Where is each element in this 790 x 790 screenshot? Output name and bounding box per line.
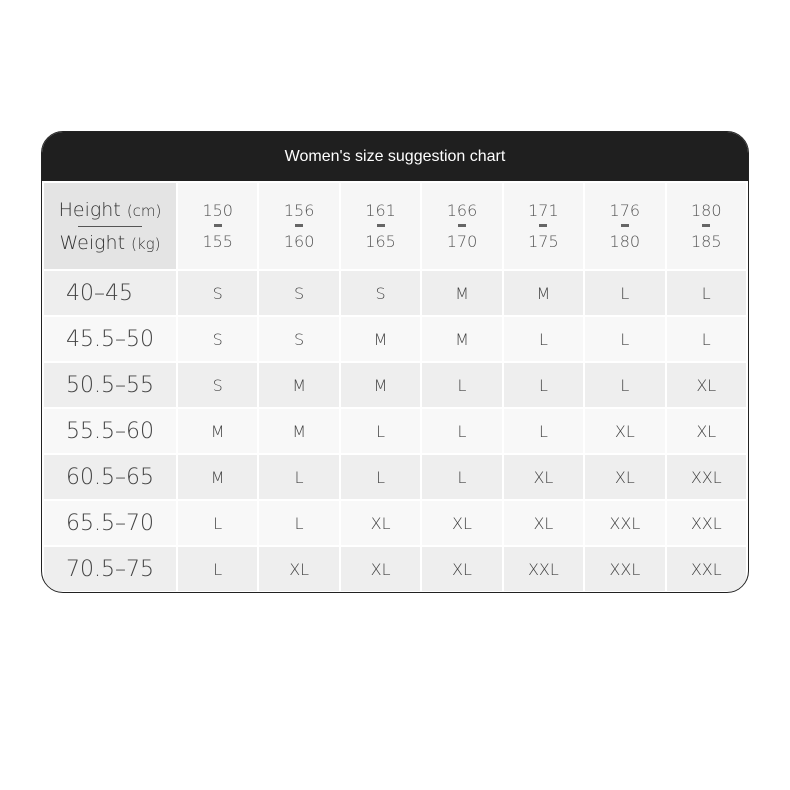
size-cell: L <box>259 501 338 545</box>
size-cell: L <box>585 271 664 315</box>
size-cell: S <box>341 271 420 315</box>
size-cell: XL <box>504 455 583 499</box>
weight-range-label: 45.5–50 <box>44 317 176 361</box>
height-range-start: 180 <box>690 201 722 220</box>
table-row <box>44 409 746 453</box>
height-range-end: 160 <box>283 232 315 251</box>
size-cell: XL <box>422 547 501 591</box>
height-column-header <box>585 183 664 269</box>
size-cell: L <box>504 317 583 361</box>
size-cell: L <box>178 547 257 591</box>
size-cell: M <box>422 317 501 361</box>
height-range-start: 176 <box>609 201 641 220</box>
table-row <box>44 363 746 407</box>
weight-range-label: 65.5–70 <box>44 501 176 545</box>
table-row <box>44 455 746 499</box>
height-column-header <box>422 183 501 269</box>
table-row <box>44 271 746 315</box>
chart-title-bar <box>42 132 748 181</box>
size-cell: XXL <box>504 547 583 591</box>
weight-range-label: 70.5–75 <box>44 547 176 591</box>
size-cell: S <box>178 271 257 315</box>
corner-header <box>44 183 176 269</box>
weight-label: Weight <box>59 231 126 254</box>
size-cell: S <box>259 271 338 315</box>
size-cell: S <box>178 317 257 361</box>
height-column-header <box>259 183 338 269</box>
size-cell: L <box>422 455 501 499</box>
table-row <box>44 501 746 545</box>
size-cell: L <box>341 455 420 499</box>
size-cell: XL <box>667 363 746 407</box>
height-column-header <box>178 183 257 269</box>
range-dash <box>702 224 710 227</box>
size-cell: M <box>178 409 257 453</box>
size-cell: L <box>422 409 501 453</box>
size-cell: L <box>341 409 420 453</box>
size-cell: S <box>178 363 257 407</box>
weight-unit: (kg) <box>131 234 161 253</box>
size-cell: L <box>667 317 746 361</box>
size-cell: M <box>178 455 257 499</box>
size-cell: XL <box>422 501 501 545</box>
size-cell: XL <box>259 547 338 591</box>
size-cell: M <box>341 317 420 361</box>
height-range-start: 150 <box>202 201 233 220</box>
size-cell: XXL <box>585 547 664 591</box>
range-dash <box>539 224 547 227</box>
weight-range-label: 55.5–60 <box>44 409 176 453</box>
size-cell: XXL <box>667 455 746 499</box>
range-dash <box>458 224 466 227</box>
size-cell: L <box>667 271 746 315</box>
size-cell: M <box>259 363 338 407</box>
table-row <box>44 547 746 591</box>
size-cell: L <box>504 409 583 453</box>
size-cell: XL <box>341 547 420 591</box>
height-range-end: 155 <box>202 232 233 251</box>
height-label: Height <box>58 198 121 221</box>
size-cell: XXL <box>667 547 746 591</box>
size-cell: L <box>259 455 338 499</box>
height-column-header <box>341 183 420 269</box>
size-cell: XL <box>341 501 420 545</box>
height-column-header <box>667 183 746 269</box>
size-cell: XL <box>667 409 746 453</box>
header-row <box>44 183 746 269</box>
chart-title: Women's size suggestion chart <box>284 147 506 165</box>
size-cell: XL <box>504 501 583 545</box>
height-unit: (cm) <box>126 201 162 220</box>
range-dash <box>621 224 629 227</box>
height-range-start: 156 <box>283 201 315 220</box>
height-range-start: 171 <box>528 201 559 220</box>
height-range-end: 170 <box>446 232 478 251</box>
corner-divider <box>78 226 142 227</box>
height-range-start: 166 <box>446 201 478 220</box>
height-range-end: 180 <box>609 232 641 251</box>
height-range-start: 161 <box>365 201 396 220</box>
size-cell: L <box>178 501 257 545</box>
weight-range-label: 50.5–55 <box>44 363 176 407</box>
size-cell: XXL <box>585 501 664 545</box>
size-cell: M <box>504 271 583 315</box>
size-cell: XL <box>585 409 664 453</box>
range-dash <box>295 224 303 227</box>
size-cell: XL <box>585 455 664 499</box>
weight-range-label: 40–45 <box>44 271 176 315</box>
size-cell: M <box>341 363 420 407</box>
table-row <box>44 317 746 361</box>
size-table <box>42 181 748 593</box>
size-cell: L <box>585 363 664 407</box>
size-cell: XXL <box>667 501 746 545</box>
weight-range-label: 60.5–65 <box>44 455 176 499</box>
range-dash <box>214 224 222 227</box>
size-cell: L <box>422 363 501 407</box>
size-cell: S <box>259 317 338 361</box>
height-range-end: 185 <box>690 232 722 251</box>
height-range-end: 165 <box>365 232 396 251</box>
height-column-header <box>504 183 583 269</box>
size-chart-card <box>41 131 749 593</box>
height-range-end: 175 <box>528 232 559 251</box>
size-cell: M <box>259 409 338 453</box>
size-cell: M <box>422 271 501 315</box>
size-cell: L <box>585 317 664 361</box>
range-dash <box>377 224 385 227</box>
size-cell: L <box>504 363 583 407</box>
